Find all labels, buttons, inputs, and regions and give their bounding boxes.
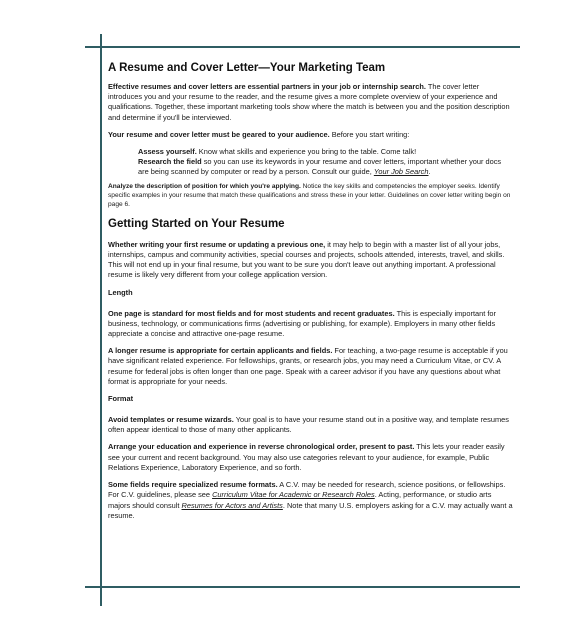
page-title: A Resume and Cover Letter—Your Marketing Team — [108, 62, 386, 74]
length-heading: Length — [108, 287, 133, 297]
top-rule — [85, 46, 520, 48]
analyze-paragraph: Analyze the description of position for which you're applying. Notice the key skills and competencies the employer seeks. Identify specific examples in your resume that match these qualifications and stress these in your letter. Guidelines on cover letter writing begin on page 6. — [108, 182, 511, 209]
job-search-link[interactable]: Your Job Search — [373, 167, 429, 177]
arrange-paragraph: Arrange your education and experience in reverse chronological order, present to past. This lets your reader easily see your current and recent background. You may also use categories relevant to your audience, for example, Public Relations Experience, Laboratory Experience, and so forth. — [108, 442, 505, 472]
cv-guide-link[interactable]: Curriculum Vitae for Academic or Research Roles — [212, 490, 375, 500]
one-page-paragraph: One page is standard for most fields and for most students and recent graduates. This is especially important for business, technology, or communications firms (advertising or publishing, for example). Employers in many other fields appreciate a concise and attractive one-page resume. — [108, 308, 496, 339]
started-paragraph: Whether writing your first resume or updating a previous one, it may help to begin with a master list of all your jobs, internships, campus and community activities, special courses and projects, schools attended, interests, travel, and skills. This will not end up in your final resume, but you want to be sure you don't leave out anything important. A professional resume is likely very different from your college application version. — [108, 239, 505, 280]
section-title-getting-started: Getting Started on Your Resume — [108, 217, 285, 230]
audience-paragraph: Your resume and cover letter must be geared to your audience. Before you start writing: — [108, 129, 410, 139]
specialized-formats-paragraph: Some fields require specialized resume formats. A C.V. may be needed for research, science positions, or fellowships. For C.V. guidelines, please see Curriculum Vitae for Academic or Research Roles. Acting, performance, or studio arts majors should consult Resumes for Actors and Artists. Note that many U.S. employers asking for a C.V. may actually want a resume. — [108, 480, 513, 520]
actors-artists-link[interactable]: Resumes for Actors and Artists — [181, 500, 283, 510]
format-heading: Format — [108, 394, 134, 404]
assess-paragraph: Assess yourself. Know what skills and experience you bring to the table. Come talk! Research the field so you can use its keywords in your resume and cover letters, important whether your docs are being scanned by computer or read by a person. Consult our guide, Your Job Search. — [138, 147, 502, 177]
templates-paragraph: Avoid templates or resume wizards. Your goal is to have your resume stand out in a positive way, and template resumes often appear identical to those of many other applicants. — [108, 415, 509, 435]
intro-paragraph: Effective resumes and cover letters are essential partners in your job or internship search. The cover letter introduces you and your resume to the reader, and the resume gives a more complete overview of your experience and qualifications. Together, these important marketing tools show where the match is between you and the position description and determine if you'll be interviewed. — [108, 82, 510, 122]
document-content — [108, 56, 513, 528]
longer-resume-paragraph: A longer resume is appropriate for certain applicants and fields. For teaching, a two-page resume is acceptable if you have significant related experience. For fellowships, grants, or research jobs, you may need a Curriculum Vitae, or CV. A resume for federal jobs is often longer than one page. Speak with a career advisor if you have any questions about what format is appropriate for your needs. — [108, 346, 508, 386]
bottom-rule — [85, 586, 520, 588]
left-margin-rule — [100, 34, 102, 606]
